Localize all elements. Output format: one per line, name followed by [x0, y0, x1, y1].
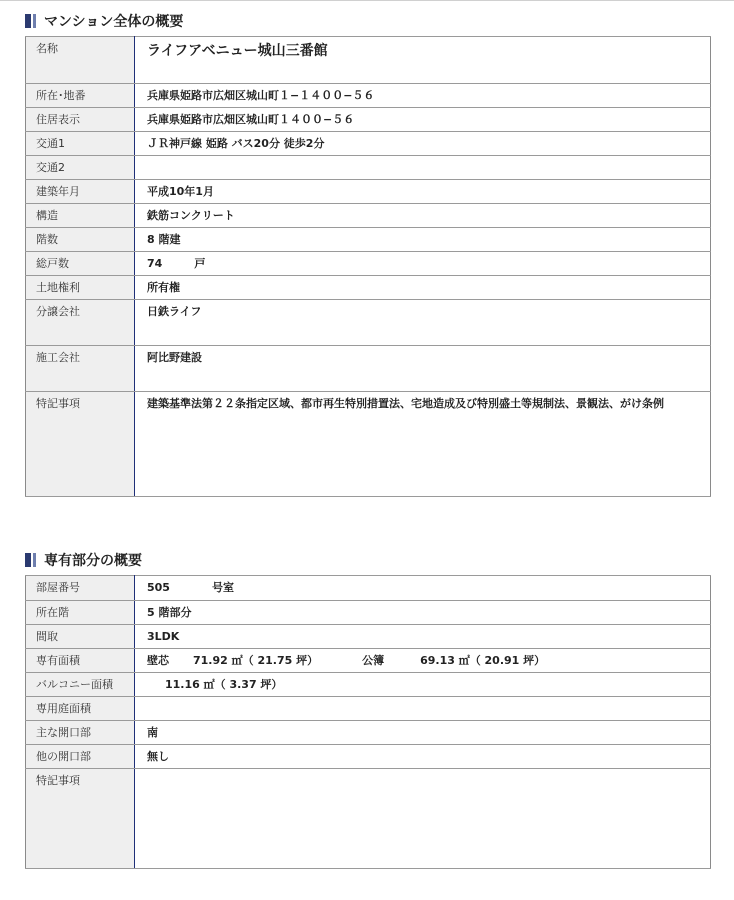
row-label: 所在階: [26, 601, 135, 625]
row-value: [135, 576, 711, 601]
row-value: 阿比野建設: [135, 346, 711, 392]
row-value: 南: [135, 721, 711, 745]
row-label: 交通1: [26, 132, 135, 156]
table-row: [26, 601, 711, 625]
table-row: [26, 108, 711, 132]
total-units-number: 74: [147, 257, 163, 270]
building-overview-table: [25, 36, 711, 497]
table-row: [26, 156, 711, 180]
table-row: [26, 392, 711, 497]
row-value: 8 階建: [135, 228, 711, 252]
wall-center-label: 壁芯: [147, 654, 169, 667]
row-label: 住居表示: [26, 108, 135, 132]
building-name: ライフアベニュー城山三番館: [135, 37, 711, 84]
row-value: 兵庫県姫路市広畑区城山町１４００−５６: [135, 108, 711, 132]
row-label: 階数: [26, 228, 135, 252]
table-row: [26, 204, 711, 228]
row-label: 土地権利: [26, 276, 135, 300]
row-value: [135, 769, 711, 869]
registered-area: 69.13 ㎡（ 20.91 坪）: [420, 654, 546, 667]
section-marker-icon: [25, 553, 36, 567]
table-row: [26, 276, 711, 300]
table-row: [26, 576, 711, 601]
table-row: [26, 649, 711, 673]
row-label: 特記事項: [26, 769, 135, 869]
section-title-text: 専有部分の概要: [44, 553, 142, 569]
room-number: 505: [147, 581, 170, 594]
row-value: 日鉄ライフ: [135, 300, 711, 346]
table-row: [26, 228, 711, 252]
row-label: 主な開口部: [26, 721, 135, 745]
table-row: [26, 37, 711, 84]
table-row: [26, 721, 711, 745]
row-label: 部屋番号: [26, 576, 135, 601]
row-value: [135, 697, 711, 721]
row-value: 5 階部分: [135, 601, 711, 625]
table-row: [26, 180, 711, 204]
row-label: 名称: [26, 37, 135, 84]
room-number-unit: 号室: [211, 581, 234, 594]
row-value: 鉄筋コンクリート: [135, 204, 711, 228]
row-label: 特記事項: [26, 392, 135, 497]
section-marker-icon: [25, 14, 36, 28]
table-row: [26, 745, 711, 769]
section-title-text: マンション全体の概要: [44, 14, 184, 30]
row-label: 専有面積: [26, 649, 135, 673]
row-value: 所有権: [135, 276, 711, 300]
unit-overview-table: [25, 575, 711, 869]
row-value: 3LDK: [135, 625, 711, 649]
total-units-unit: 戸: [194, 257, 206, 270]
table-row: [26, 769, 711, 869]
row-value: 11.16 ㎡（ 3.37 坪）: [135, 673, 711, 697]
section-title-unit: [25, 550, 142, 570]
row-label: 構造: [26, 204, 135, 228]
row-value: 建築基準法第２２条指定区域、都市再生特別措置法、宅地造成及び特別盛土等規制法、景観法、がけ条例: [135, 392, 711, 497]
table-row: [26, 84, 711, 108]
row-value: 無し: [135, 745, 711, 769]
table-row: [26, 673, 711, 697]
section-title-building: [25, 11, 183, 31]
row-label: 交通2: [26, 156, 135, 180]
row-label: 建築年月: [26, 180, 135, 204]
row-label: 所在･地番: [26, 84, 135, 108]
table-row: [26, 252, 711, 276]
row-label: 専用庭面積: [26, 697, 135, 721]
table-row: [26, 300, 711, 346]
row-label: 間取: [26, 625, 135, 649]
row-label: 分譲会社: [26, 300, 135, 346]
row-value: 平成10年1月: [135, 180, 711, 204]
row-value: 兵庫県姫路市広畑区城山町１−１４００−５６: [135, 84, 711, 108]
table-row: [26, 132, 711, 156]
row-value: [135, 252, 711, 276]
registered-label: 公簿: [362, 654, 385, 667]
table-row: [26, 625, 711, 649]
row-value: [135, 156, 711, 180]
row-label: 総戸数: [26, 252, 135, 276]
table-row: [26, 697, 711, 721]
wall-center-area: 71.92 ㎡（ 21.75 坪）: [193, 654, 319, 667]
row-label: バルコニー面積: [26, 673, 135, 697]
top-divider: [0, 0, 734, 1]
table-row: [26, 346, 711, 392]
row-label: 他の開口部: [26, 745, 135, 769]
row-label: 施工会社: [26, 346, 135, 392]
row-value: ＪＲ神戸線 姫路 バス20分 徒歩2分: [135, 132, 711, 156]
row-value: [135, 649, 711, 673]
